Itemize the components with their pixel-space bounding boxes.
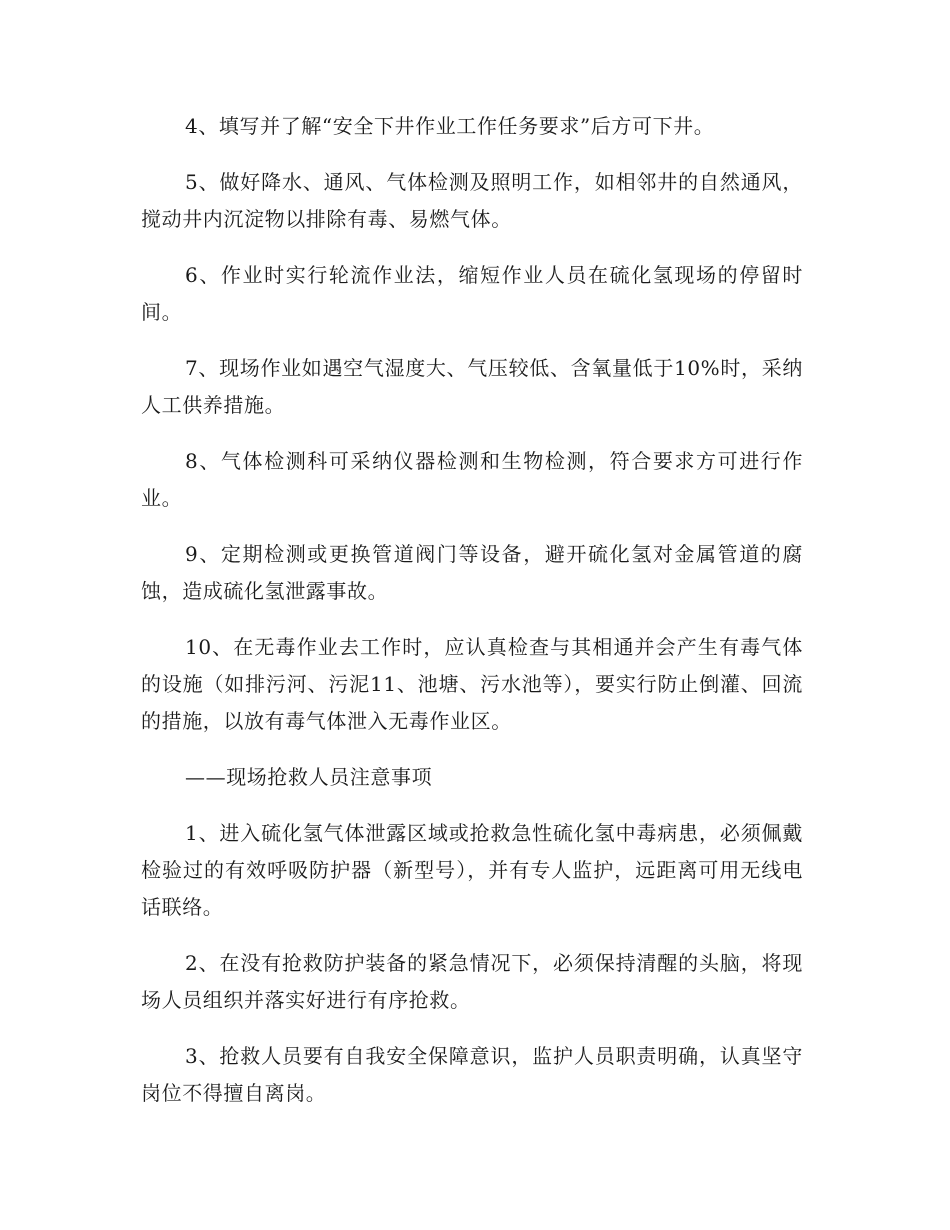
paragraph-item-6: 6、作业时实行轮流作业法，缩短作业人员在硫化氢现场的停留时间。 [141,263,803,324]
rescue-paragraph-item-3: 3、抢救人员要有自我安全保障意识，监护人员职责明确，认真坚守岗位不得擅自离岗。 [141,1044,803,1105]
paragraph-item-5: 5、做好降水、通风、气体检测及照明工作，如相邻井的自然通风，搅动井内沉淀物以排除有毒、易燃气体。 [141,170,803,231]
paragraph-item-7: 7、现场作业如遇空气湿度大、气压较低、含氧量低于10%时，采纳人工供养措施。 [141,356,803,417]
paragraph-item-8: 8、气体检测科可采纳仪器检测和生物检测，符合要求方可进行作业。 [141,449,803,510]
rescue-paragraph-item-1: 1、进入硫化氢气体泄露区域或抢救急性硫化氢中毒病患，必须佩戴检验过的有效呼吸防护器（新型号），并有专人监护，远距离可用无线电话联络。 [141,821,803,919]
paragraph-item-10: 10、在无毒作业去工作时，应认真检查与其相通并会产生有毒气体的设施（如排污河、污泥11、池塘、污水池等），要实行防止倒灌、回流的措施，以放有毒气体泄入无毒作业区。 [141,635,803,733]
rescue-paragraph-item-2: 2、在没有抢救防护装备的紧急情况下，必须保持清醒的头脑，将现场人员组织并落实好进行有序抢救。 [141,951,803,1012]
paragraph-item-9: 9、定期检测或更换管道阀门等设备，避开硫化氢对金属管道的腐蚀，造成硫化氢泄露事故。 [141,542,803,603]
paragraph-item-4: 4、填写并了解“安全下井作业工作任务要求”后方可下井。 [185,114,715,138]
section-heading-rescue-notes: ——现场抢救人员注意事项 [185,765,433,789]
document-body [141,108,803,1112]
